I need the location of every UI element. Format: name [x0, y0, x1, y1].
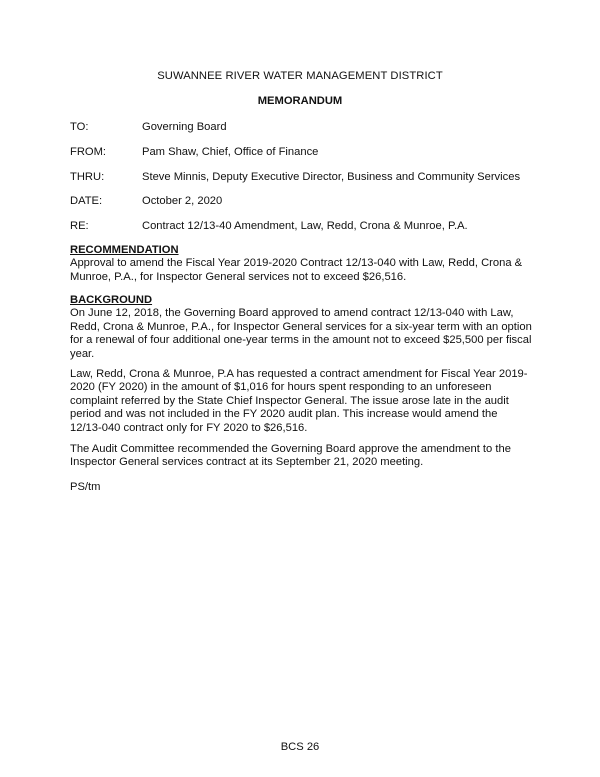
page-footer: BCS 26: [280, 741, 320, 753]
signoff-initials: PS/tm: [70, 481, 101, 493]
thru-value: Steve Minnis, Deputy Executive Director, Business and Community Services: [142, 171, 521, 183]
organization-name: SUWANNEE RIVER WATER MANAGEMENT DISTRICT: [157, 70, 443, 82]
thru-label: THRU:: [70, 171, 105, 183]
recommendation-section: [70, 244, 532, 284]
recommendation-text: Approval to amend the Fiscal Year 2019-2020 Contract 12/13-040 with Law, Redd, Crona & Munroe, P.A., for Inspector General services not to exceed $26,516.: [70, 257, 523, 283]
background-paragraph-3: The Audit Committee recommended the Governing Board approve the amendment to the Inspector General services contract at its September 21, 2020 meeting.: [70, 443, 511, 469]
from-label: FROM:: [70, 146, 107, 158]
thru-row: [70, 171, 550, 185]
re-value: Contract 12/13-40 Amendment, Law, Redd, Crona & Munroe, P.A.: [142, 220, 468, 232]
re-label: RE:: [70, 220, 89, 232]
date-label: DATE:: [70, 195, 103, 207]
background-section: [70, 294, 532, 361]
background-paragraph-2-block: [70, 368, 532, 435]
to-row: [70, 121, 550, 135]
to-value: Governing Board: [142, 121, 227, 133]
document-type: MEMORANDUM: [257, 95, 343, 107]
background-title: BACKGROUND: [70, 294, 153, 306]
background-paragraph-3-block: [70, 443, 532, 470]
to-label: TO:: [70, 121, 89, 133]
date-value: October 2, 2020: [142, 195, 223, 207]
recommendation-title: RECOMMENDATION: [70, 244, 179, 256]
from-value: Pam Shaw, Chief, Office of Finance: [142, 146, 319, 158]
date-row: [70, 195, 550, 209]
re-row: [70, 220, 550, 234]
background-paragraph-1: On June 12, 2018, the Governing Board approved to amend contract 12/13-040 with Law, Redd, Crona & Munroe, P.A., for Inspector General services for a six-year term with an option for a renewal of four additional one-year terms in the amount not to exceed $25,500 per fiscal year.: [70, 307, 532, 360]
from-row: [70, 146, 550, 160]
background-paragraph-2: Law, Redd, Crona & Munroe, P.A has requested a contract amendment for Fiscal Year 2019-2020 (FY 2020) in the amount of $1,016 for hours spent responding to an unforeseen complaint referred by the State Chief Inspector General. The issue arose late in the audit period and was not included in the FY 2020 audit plan. This increase would amend the 12/13-040 contract only for FY 2020 to $26,516.: [70, 368, 528, 434]
